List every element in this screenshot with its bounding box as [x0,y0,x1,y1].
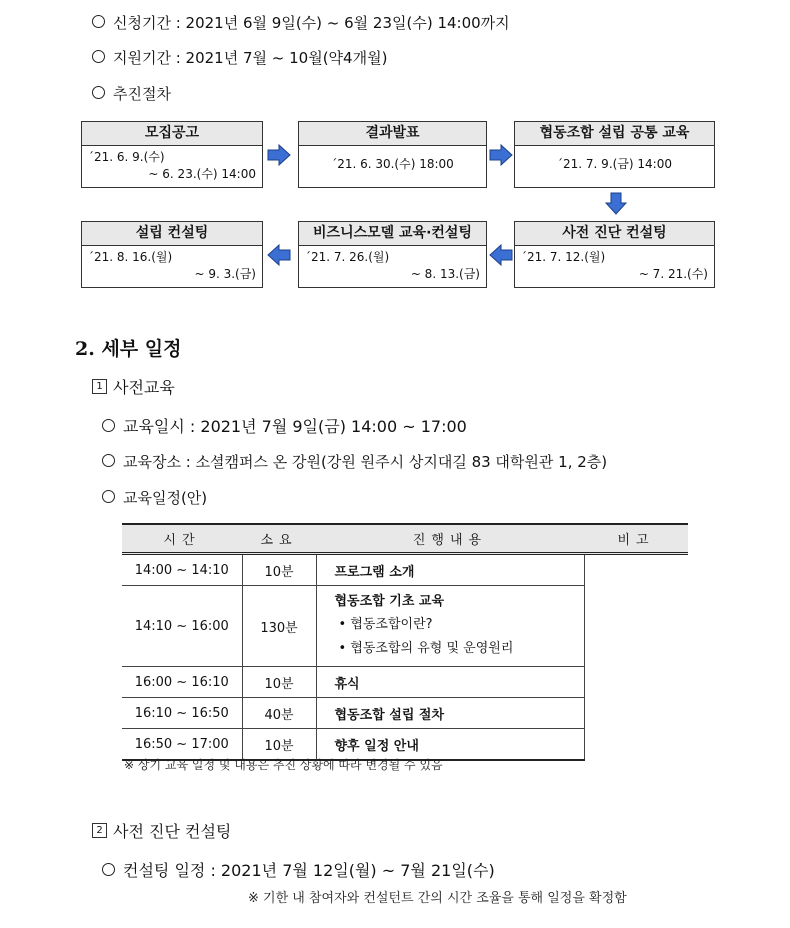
consult-date: 컨설팅 일정 : 2021년 7월 12일(월) ~ 7월 21일(수) [102,858,495,881]
flow-box-result [298,121,487,188]
flow-box-recruit [81,121,263,188]
table-row: 14:10 ~ 16:00 130분 협동조합 기초 교육 • 협동조합이란? • 협동조합의 유형 및 운영원리 [122,586,688,667]
arrow-left-icon [266,244,292,266]
arrow-down-icon [604,192,628,216]
procedure-heading: 추진절차 [92,83,171,104]
subsection-pre-diagnosis: 2 사전 진단 컨설팅 [92,819,231,842]
section-title: 2. 세부 일정 [75,338,182,360]
circle-bullet-icon [102,490,115,503]
circle-bullet-icon [102,419,115,432]
flow-box-title: 모집공고 [82,122,262,146]
flow-box-date-start: ´21. 7. 12.(월) [521,250,606,264]
circle-bullet-icon [92,50,105,63]
flow-box-setup-consulting [81,221,263,288]
flow-box-date-end: ~ 6. 23.(수) 14:00 [148,167,256,181]
header-content: 진행내용 [316,524,584,554]
header-note: 비고 [584,524,688,554]
apply-period: 신청기간 : 2021년 6월 9일(수) ~ 6월 23일(수) 14:00까지 [92,12,510,33]
note-cell [584,554,688,761]
flow-box-business-model [298,221,487,288]
flow-box-date-end: ~ 8. 13.(금) [410,267,480,281]
edu-schedule-heading: 교육일정(안) [102,487,207,508]
table-row: 16:50 ~ 17:00 10분 향후 일정 안내 [122,729,688,761]
flow-box-title: 설립 컨설팅 [82,222,262,246]
circle-bullet-icon [92,86,105,99]
circle-bullet-icon [92,15,105,28]
edu-place: 교육장소 : 소셜캠퍼스 온 강원(강원 원주시 상지대길 83 대학원관 1, 2층) [102,451,607,472]
table-row: 14:00 ~ 14:10 10분 프로그램 소개 [122,554,688,586]
table-row: 16:00 ~ 16:10 10분 휴식 [122,667,688,698]
header-duration: 소요 [242,524,316,554]
flow-box-date-start: ´21. 8. 16.(월) [88,250,173,264]
header-time: 시간 [122,524,242,554]
flow-box-date-start: ´21. 6. 9.(수) [88,150,165,164]
flow-box-date: ´21. 6. 30.(수) 18:00 [331,157,454,171]
table-note: ※ 상기 교육 일정 및 내용은 추진 상황에 따라 변경될 수 있음 [124,758,443,772]
table-header-row [122,524,688,554]
flow-box-date-start: ´21. 7. 26.(월) [305,250,390,264]
table-row: 16:10 ~ 16:50 40분 협동조합 설립 절차 [122,698,688,729]
bullet-icon: • [338,617,351,632]
arrow-right-icon [488,144,514,166]
flow-box-pre-diagnosis [514,221,715,288]
numbered-box-icon: 1 [92,379,107,394]
consult-note: ※ 기한 내 참여자와 컨설턴트 간의 시간 조율을 통해 일정을 확정함 [248,891,627,906]
flow-box-date-end: ~ 7. 21.(수) [638,267,708,281]
schedule-table [122,523,688,761]
bullet-icon: • [338,641,351,656]
subsection-pre-education: 1 사전교육 [92,375,175,398]
arrow-right-icon [266,144,292,166]
flow-box-title: 협동조합 설립 공통 교육 [515,122,714,146]
flow-box-title: 사전 진단 컨설팅 [515,222,714,246]
edu-date: 교육일시 : 2021년 7월 9일(금) 14:00 ~ 17:00 [102,414,467,437]
flow-box-date: ´21. 7. 9.(금) 14:00 [557,157,672,171]
numbered-box-icon: 2 [92,823,107,838]
flow-box-title: 결과발표 [299,122,486,146]
arrow-left-icon [488,244,514,266]
flow-box-title: 비즈니스모델 교육·컨설팅 [299,222,486,246]
circle-bullet-icon [102,454,115,467]
support-period: 지원기간 : 2021년 7월 ~ 10월(약4개월) [92,47,387,68]
flow-box-common-edu [514,121,715,188]
flow-box-date-end: ~ 9. 3.(금) [194,267,256,281]
circle-bullet-icon [102,863,115,876]
